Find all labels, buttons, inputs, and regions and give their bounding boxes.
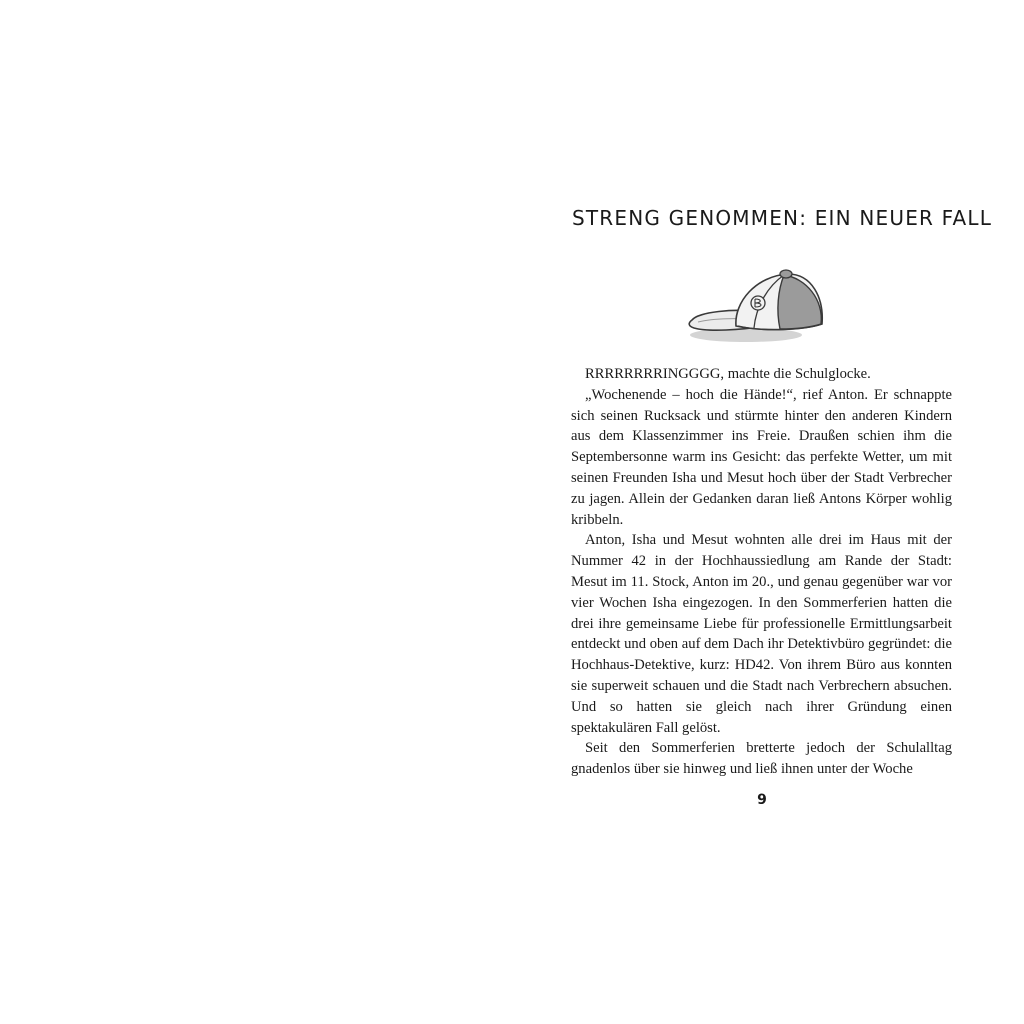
- paragraph: Seit den Sommerferien bretterte jedoch der Schulalltag gnadenlos über sie hinweg und ließ ihnen unter der Woche: [571, 740, 952, 778]
- baseball-cap-icon: [684, 262, 834, 347]
- paragraph: „Wochenende – hoch die Hände!“, rief Anton. Er schnappte sich seinen Rucksack und stürmte hinter den anderen Kindern aus dem Klassenzimmer ins Freie. Draußen schien ihm die Septembersonne warm ins Gesicht: das perfekte Wetter, um mit seinen Freunden Isha und Mesut hoch über der Stadt Verbrecher zu jagen. Allein der Gedanken daran ließ Antons Körper wohlig kribbeln.: [571, 386, 952, 528]
- chapter-title: STRENG GENOMMEN: EIN NEUER FALL: [572, 206, 993, 230]
- page-number: 9: [757, 792, 767, 808]
- paragraph: RRRRRRRRINGGGG, machte die Schulglocke.: [585, 366, 871, 382]
- paragraph: Anton, Isha und Mesut wohnten alle drei im Haus mit der Nummer 42 in der Hochhaussiedlung am Rande der Stadt: Mesut im 11. Stock, Anton im 20., und genau gegenüber war vor vier Wochen Isha eingezogen. In den Sommerferien hatten die drei ihre gemeinsame Liebe für professionelle Ermittlungsarbeit entdeckt und oben auf dem Dach ihr Detektivbüro gegründet: die Hochhaus-Detektive, kurz: HD42. Von ihrem Büro aus konnten sie superweit schauen und die Stadt nach Verbrechern absuchen. Und so hatten sie gleich nach ihrer Gründung einen spektakulären Fall gelöst.: [571, 532, 952, 736]
- right-page: [512, 0, 1024, 1024]
- chapter-body: [571, 364, 952, 780]
